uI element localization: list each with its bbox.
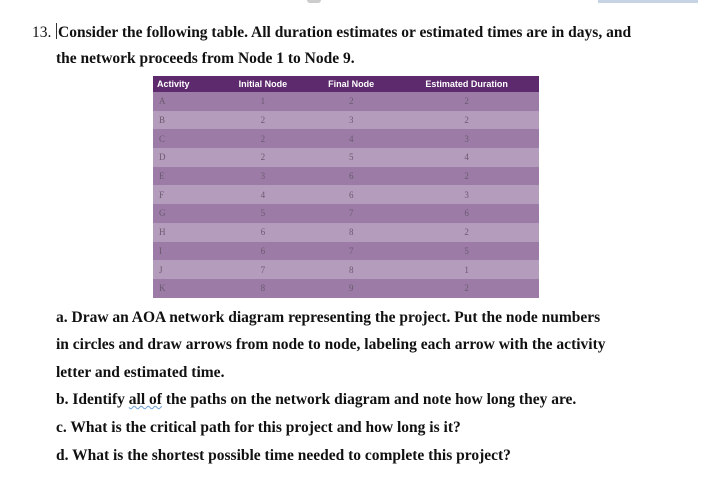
- table-cell: E: [153, 167, 218, 186]
- table-cell: 1: [394, 260, 539, 279]
- top-marker: [307, 0, 321, 3]
- table-cell: B: [153, 111, 218, 130]
- table-cell: 7: [308, 242, 394, 261]
- table-cell: 4: [308, 129, 394, 148]
- table-row: [153, 242, 539, 261]
- table-cell: 2: [394, 223, 539, 242]
- table-row: [153, 223, 539, 242]
- column-header: Final Node: [308, 76, 394, 92]
- table-cell: 3: [394, 185, 539, 204]
- table-cell: 8: [308, 223, 394, 242]
- table-cell: 9: [308, 279, 394, 298]
- part-a-line-2: in circles and draw arrows from node to node, labeling each arrow with the activity: [56, 336, 606, 353]
- table-cell: A: [153, 92, 218, 111]
- table-row: [153, 92, 539, 111]
- intro-line-1: [56, 23, 631, 42]
- table-cell: 6: [218, 223, 308, 242]
- table-cell: 4: [218, 185, 308, 204]
- part-b-pre: b. Identify: [56, 391, 129, 408]
- table-cell: 2: [394, 279, 539, 298]
- table-cell: 6: [218, 242, 308, 261]
- table-cell: F: [153, 185, 218, 204]
- table-cell: 6: [308, 167, 394, 186]
- intro-line-2: the network proceeds from Node 1 to Node 9.: [56, 50, 355, 67]
- table-cell: 7: [308, 204, 394, 223]
- column-header: Estimated Duration: [394, 76, 539, 92]
- table-cell: 6: [394, 204, 539, 223]
- table-row: [153, 129, 539, 148]
- column-header: Initial Node: [218, 76, 308, 92]
- table-cell: 3: [308, 111, 394, 130]
- table-cell: H: [153, 223, 218, 242]
- table-cell: 2: [394, 111, 539, 130]
- table-cell: 2: [394, 92, 539, 111]
- table-cell: D: [153, 148, 218, 167]
- table-row: [153, 148, 539, 167]
- table-cell: 3: [218, 167, 308, 186]
- table-row: [153, 279, 539, 298]
- table-cell: 8: [308, 260, 394, 279]
- table-cell: C: [153, 129, 218, 148]
- table-cell: 2: [218, 111, 308, 130]
- table-cell: 4: [394, 148, 539, 167]
- table-cell: 2: [218, 129, 308, 148]
- table-cell: 2: [308, 92, 394, 111]
- part-b-post: the paths on the network diagram and note how long they are.: [161, 391, 577, 408]
- table-cell: I: [153, 242, 218, 261]
- column-header: Activity: [153, 76, 218, 92]
- table-row: [153, 167, 539, 186]
- table-cell: 2: [394, 167, 539, 186]
- table-row: [153, 260, 539, 279]
- table-cell: G: [153, 204, 218, 223]
- table-cell: 5: [218, 204, 308, 223]
- part-c: c. What is the critical path for this project and how long is it?: [56, 419, 461, 436]
- table-row: [153, 185, 539, 204]
- table-cell: 1: [218, 92, 308, 111]
- table-cell: J: [153, 260, 218, 279]
- table-cell: 6: [308, 185, 394, 204]
- spellcheck-flag[interactable]: all of: [128, 391, 162, 408]
- table-cell: 5: [308, 148, 394, 167]
- part-a-line-1: a. Draw an AOA network diagram representing the project. Put the node numbers: [56, 309, 601, 326]
- part-a-line-3: letter and estimated time.: [56, 364, 225, 381]
- table-cell: 8: [218, 279, 308, 298]
- intro-text-1: Consider the following table. All duration estimates or estimated times are in days, and: [58, 24, 632, 41]
- table-cell: K: [153, 279, 218, 298]
- table-cell: 2: [218, 148, 308, 167]
- top-bar: [598, 0, 698, 3]
- table-cell: 5: [394, 242, 539, 261]
- question-number: 13.: [32, 24, 52, 41]
- table-cell: 7: [218, 260, 308, 279]
- table-row: [153, 204, 539, 223]
- text-cursor: [56, 23, 57, 39]
- part-b: [56, 391, 576, 409]
- table-cell: 3: [394, 129, 539, 148]
- table-row: [153, 111, 539, 130]
- part-d: d. What is the shortest possible time needed to complete this project?: [56, 447, 511, 464]
- activity-table: [153, 76, 539, 298]
